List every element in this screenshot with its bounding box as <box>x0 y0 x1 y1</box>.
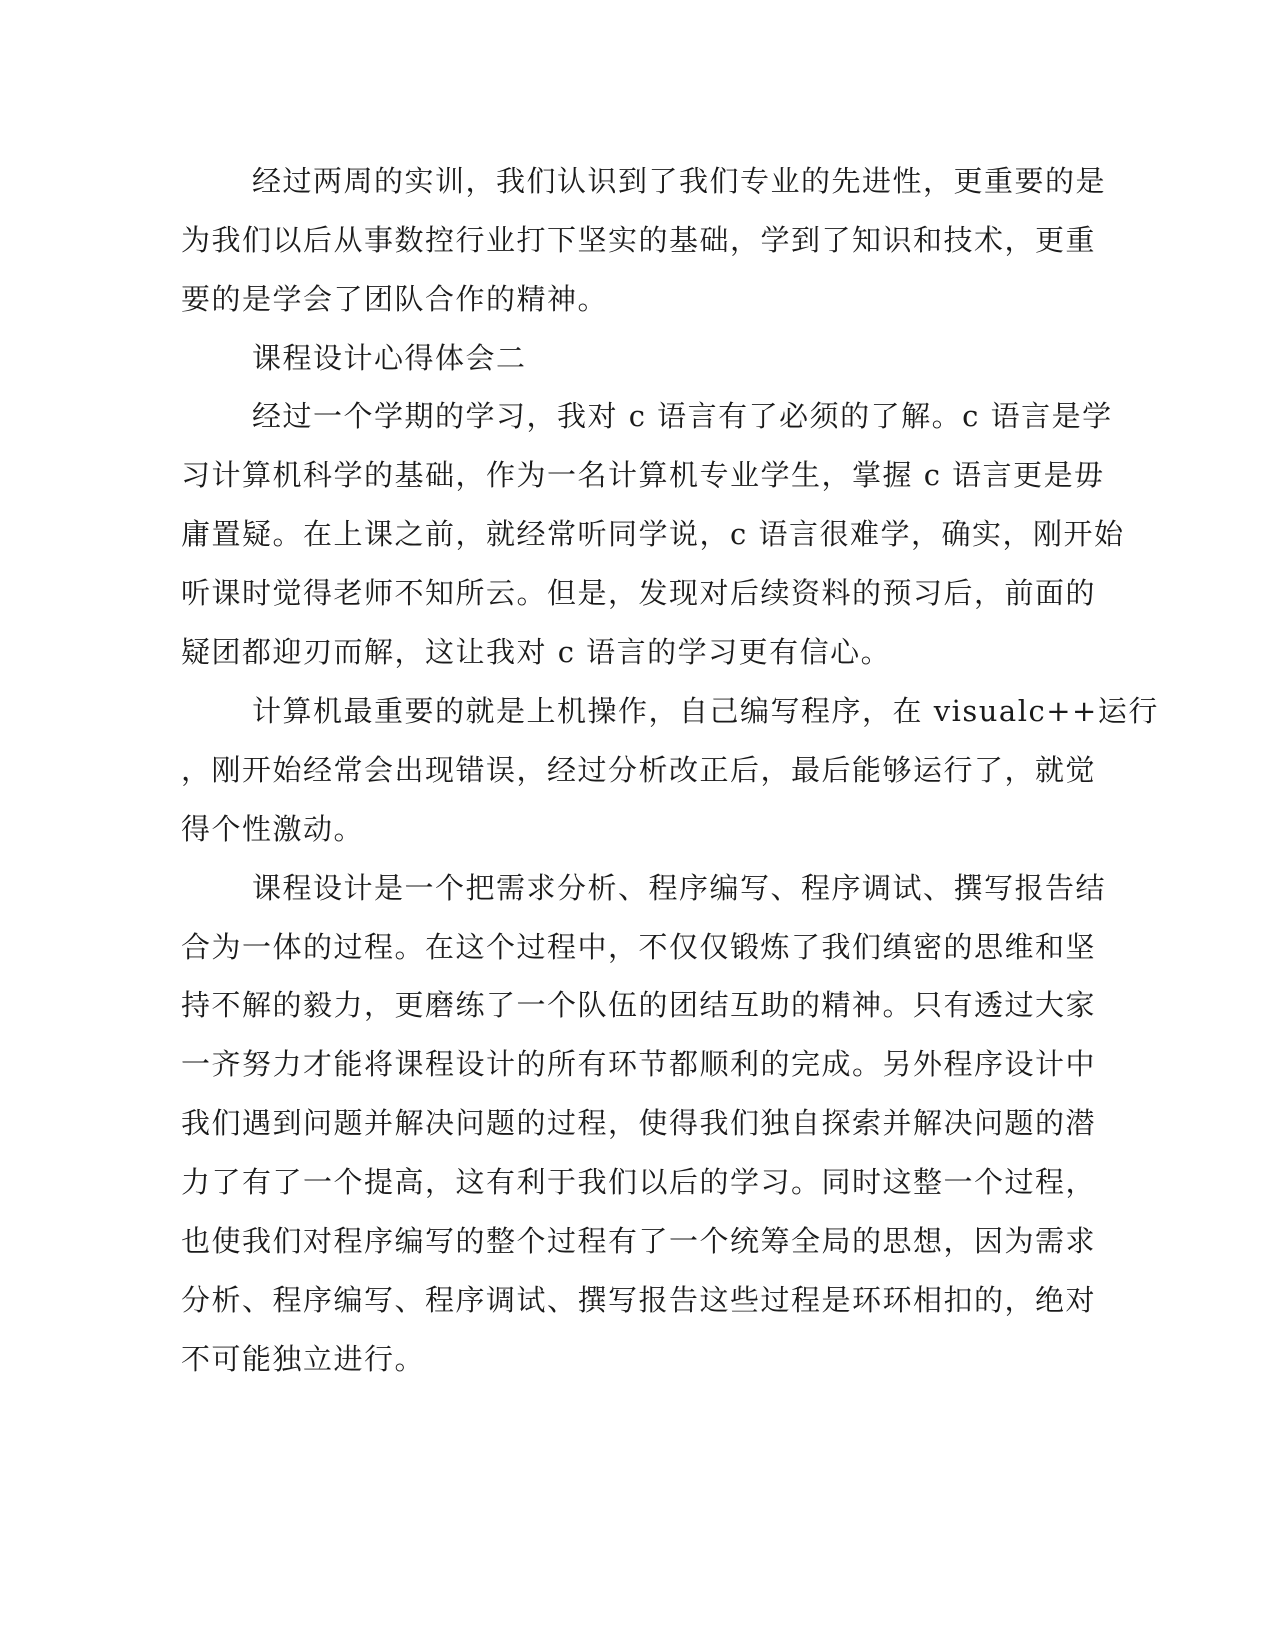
paragraph-line: 习计算机科学的基础，作为一名计算机专业学生，掌握 c 语言更是毋 <box>181 458 1105 492</box>
paragraph-line: 持不解的毅力，更磨练了一个队伍的团结互助的精神。只有透过大家 <box>181 988 1097 1022</box>
paragraph-line: 得个性激动。 <box>181 812 365 846</box>
paragraph-line: 一齐努力才能将课程设计的所有环节都顺利的完成。另外程序设计中 <box>181 1047 1097 1081</box>
paragraph-line: ，刚开始经常会出现错误，经过分析改正后，最后能够运行了，就觉 <box>181 753 1097 787</box>
paragraph-line: 听课时觉得老师不知所云。但是，发现对后续资料的预习后，前面的 <box>181 576 1097 610</box>
paragraph-line: 分析、程序编写、程序调试、撰写报告这些过程是环环相扣的，绝对 <box>181 1283 1097 1317</box>
paragraph-line: 计算机最重要的就是上机操作，自己编写程序，在 visualc++运行 <box>252 694 1159 728</box>
paragraph-line: 力了有了一个提高，这有利于我们以后的学习。同时这整一个过程， <box>181 1165 1097 1199</box>
paragraph-line: 为我们以后从事数控行业打下坚实的基础，学到了知识和技术，更重 <box>181 223 1097 257</box>
paragraph-line: 经过一个学期的学习，我对 c 语言有了必须的了解。c 语言是学 <box>252 399 1113 433</box>
paragraph-line: 合为一体的过程。在这个过程中，不仅仅锻炼了我们缜密的思维和坚 <box>181 930 1097 964</box>
paragraph-line: 也使我们对程序编写的整个过程有了一个统筹全局的思想，因为需求 <box>181 1224 1097 1258</box>
paragraph-line: 不可能独立进行。 <box>181 1342 426 1376</box>
paragraph-line: 庸置疑。在上课之前，就经常听同学说，c 语言很难学，确实，刚开始 <box>181 517 1125 551</box>
paragraph-line: 要的是学会了团队合作的精神。 <box>181 282 609 316</box>
section-heading: 课程设计心得体会二 <box>252 341 527 375</box>
paragraph-line: 疑团都迎刃而解，这让我对 c 语言的学习更有信心。 <box>181 635 892 669</box>
paragraph-line: 我们遇到问题并解决问题的过程，使得我们独自探索并解决问题的潜 <box>181 1106 1097 1140</box>
paragraph-line: 经过两周的实训，我们认识到了我们专业的先进性，更重要的是 <box>252 164 1107 198</box>
paragraph-line: 课程设计是一个把需求分析、程序编写、程序调试、撰写报告结 <box>252 871 1107 905</box>
